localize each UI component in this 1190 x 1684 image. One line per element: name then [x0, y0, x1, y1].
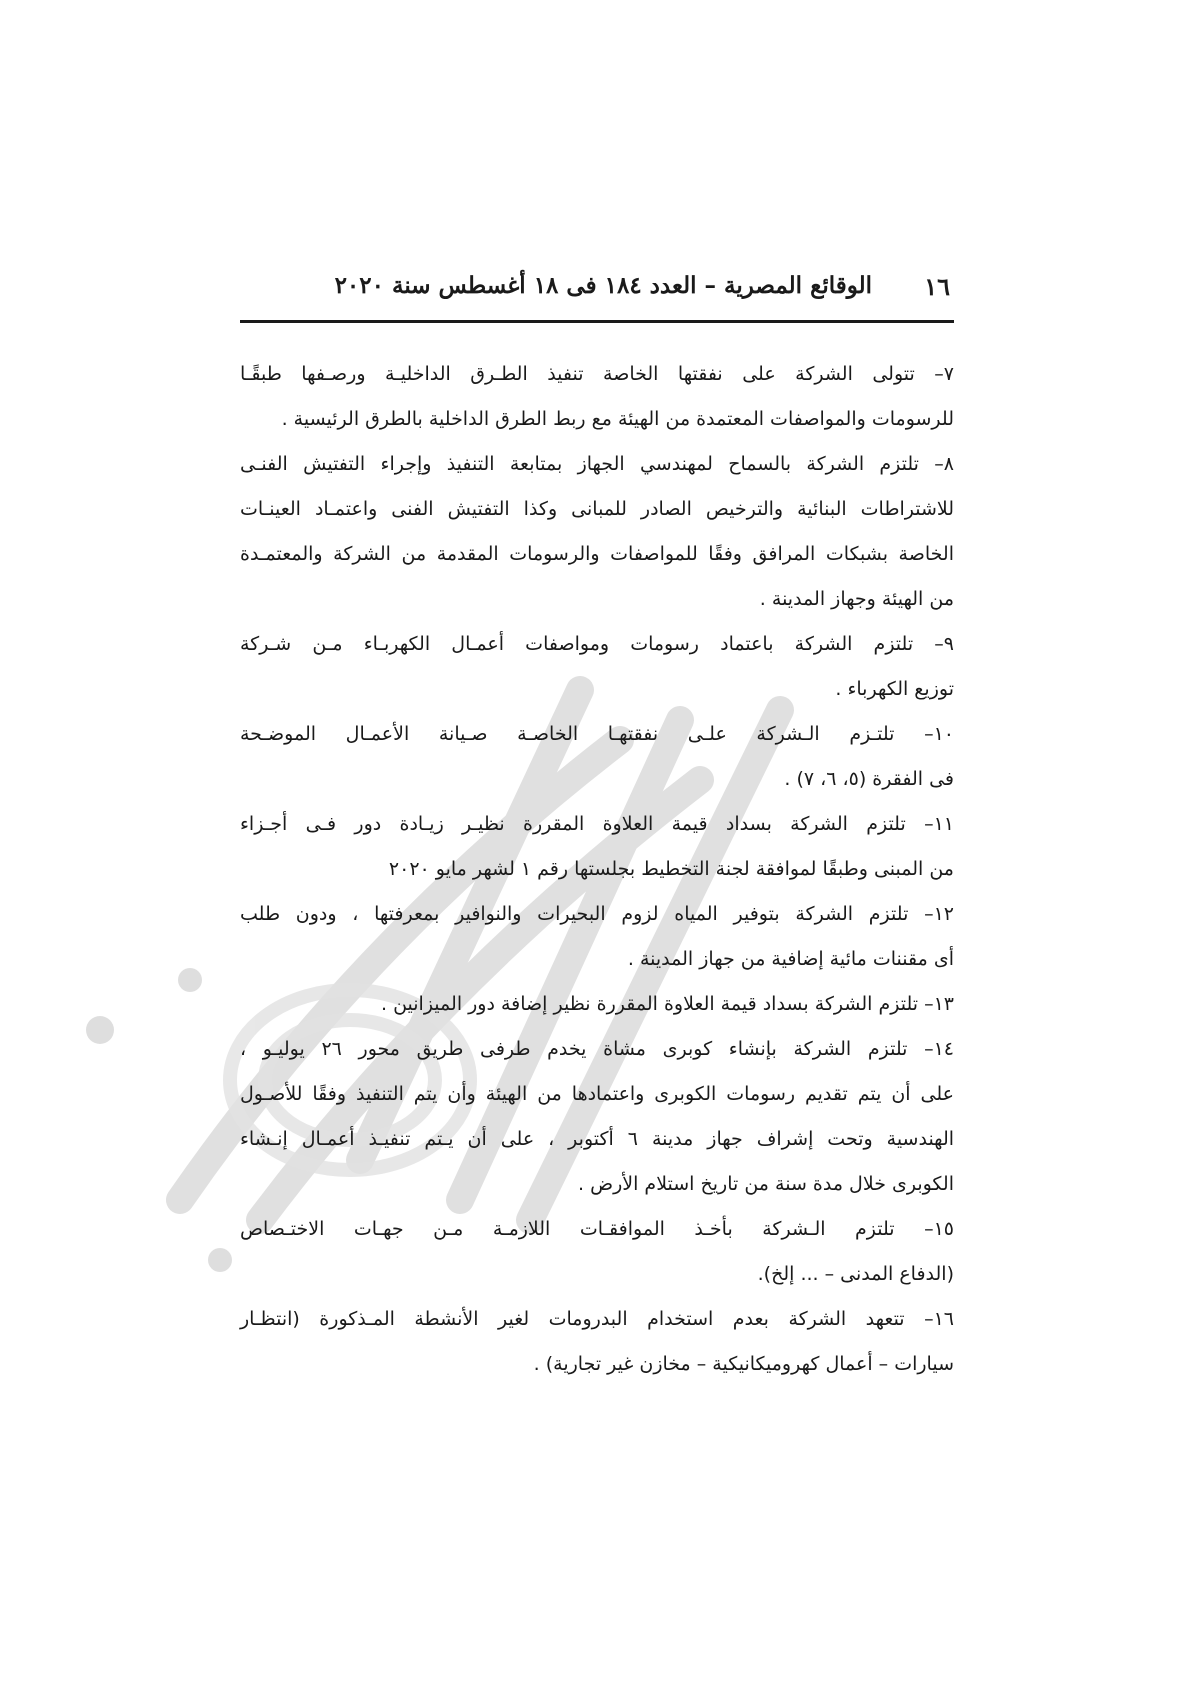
text-line: ١٦– تتعهد الشركة بعدم استخدام البدرومات لغير الأنشطة المـذكورة (انتظـار: [240, 1308, 954, 1330]
text-line: (الدفاع المدنى – ... إلخ).: [757, 1263, 954, 1285]
clause-15: [240, 1207, 954, 1297]
text-line: ١٠– تلتـزم الـشركة علـى نفقتهـا الخاصـة صـيانة الأعمـال الموضـحة: [240, 723, 954, 745]
text-line: من الهيئة وجهاز المدينة .: [759, 588, 954, 610]
text-line: على أن يتم تقديم رسومات الكوبرى واعتمادها من الهيئة وأن يتم التنفيذ وفقًا للأصـول: [240, 1083, 954, 1105]
text-line: الخاصة بشبكات المرافق وفقًا للمواصفات والرسومات المقدمة من الشركة والمعتمـدة: [240, 543, 954, 565]
clause-9: [240, 622, 954, 712]
clause-8: [240, 442, 954, 622]
clause-16: [240, 1297, 954, 1387]
text-line: للرسومات والمواصفات المعتمدة من الهيئة مع ربط الطرق الداخلية بالطرق الرئيسية .: [281, 408, 954, 430]
clause-11: [240, 802, 954, 892]
text-line: فى الفقرة (٥، ٦، ٧) .: [784, 768, 954, 790]
clause-7: [240, 352, 954, 442]
text-line: ١٣– تلتزم الشركة بسداد قيمة العلاوة المقررة نظير إضافة دور الميزانين .: [380, 993, 954, 1015]
clause-13: [240, 982, 954, 1027]
clause-10: [240, 712, 954, 802]
text-line: للاشتراطات البنائية والترخيص الصادر للمبانى وكذا التفتيش الفنى واعتمـاد العينـات: [240, 498, 954, 520]
text-line: ٨– تلتزم الشركة بالسماح لمهندسي الجهاز بمتابعة التنفيذ وإجراء التفتيش الفنـى: [240, 453, 954, 475]
text-line: سيارات – أعمال كهروميكانيكية – مخازن غير تجارية) .: [533, 1353, 954, 1375]
page-number: ١٦: [924, 272, 950, 301]
clause-12: [240, 892, 954, 982]
clause-14: [240, 1027, 954, 1207]
text-line: توزيع الكهرباء .: [835, 678, 954, 700]
text-line: ١٤– تلتزم الشركة بإنشاء كوبرى مشاة يخدم طرفى طريق محور ٢٦ يوليـو ،: [240, 1038, 954, 1060]
text-line: ١١– تلتزم الشركة بسداد قيمة العلاوة المقررة نظيـر زيـادة دور فـى أجـزاء: [240, 813, 954, 835]
header-divider: [240, 320, 954, 323]
text-line: أى مقننات مائية إضافية من جهاز المدينة .: [627, 948, 954, 970]
text-line: الكوبرى خلال مدة سنة من تاريخ استلام الأرض .: [578, 1173, 954, 1195]
text-line: الهندسية وتحت إشراف جهاز مدينة ٦ أكتوبر ، على أن يـتم تنفيـذ أعمـال إنـشاء: [240, 1128, 955, 1150]
page-header: [240, 272, 954, 316]
document-body: [240, 352, 954, 1387]
text-line: ١٥– تلتزم الـشركة بأخـذ الموافقـات اللازمـة مـن جهـات الاختـصاص: [240, 1218, 954, 1240]
text-line: ١٢– تلتزم الشركة بتوفير المياه لزوم البحيرات والنوافير بمعرفتها ، ودون طلب: [240, 903, 954, 925]
text-line: من المبنى وطبقًا لموافقة لجنة التخطيط بجلستها رقم ١ لشهر مايو ٢٠٢٠: [388, 858, 954, 880]
text-line: ٩– تلتزم الشركة باعتماد رسومات ومواصفات أعمـال الكهربـاء مـن شـركة: [240, 633, 954, 655]
text-line: ٧– تتولى الشركة على نفقتها الخاصة تنفيذ الطـرق الداخليـة ورصـفها طبقًـا: [240, 363, 954, 385]
publication-title: الوقائع المصرية – العدد ١٨٤ فى ١٨ أغسطس سنة ٢٠٢٠: [334, 272, 872, 299]
